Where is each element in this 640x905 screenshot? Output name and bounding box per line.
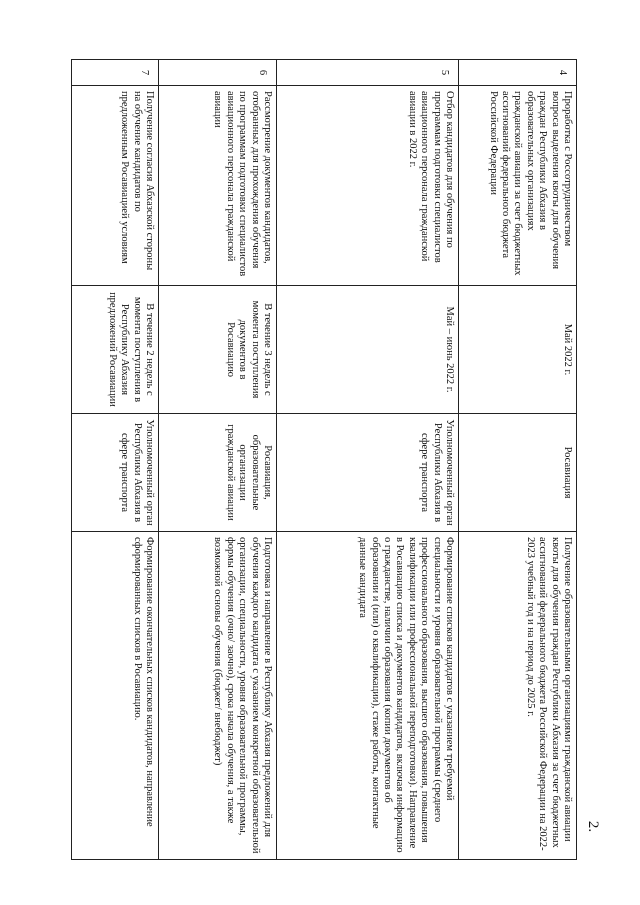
responsible-cell: Уполномоченный орган Республики Абхазия в сфере транспорта — [72, 414, 159, 532]
rotated-table-area — [72, 59, 577, 859]
result-cell: Формирование списков кандидатов с указанием требуемой специальности и уровня образовательной программы (среднего профессионального образования, высшего образования, повышения квалификации или профессиональной переподготовки). Направление в Росавиацию списка и документов кандидатов, включая информацию о гражданстве, наличии образования (копии документов об образовании и (или) о квалификации), стаже работы, контактные данные кандидата — [277, 532, 459, 860]
term-cell: В течение 3 недель с момента поступления документов в Росавиацию — [159, 286, 277, 414]
event-cell: Проработка с Россотрудничеством вопроса выделения квоты для обучения граждан Республики Абхазия в образовательных организациях гражданской авиации за счет бюджетных ассигнований федерального бюджета Российской Федерации — [459, 86, 577, 286]
responsible-cell: Уполномоченный орган Республики Абхазия в сфере транспорта — [277, 414, 459, 532]
row-number: 6 — [159, 60, 277, 86]
term-cell: В течение 2 недель с момента поступления в Республику Абхазия предложений Росавиации — [72, 286, 159, 414]
row-number: 5 — [277, 60, 459, 86]
result-cell: Подготовка и направление в Республику Абхазия предложений для обучения каждого кандидата с указанием конкретной образовательной организации, специальности, уровня образовательной программы, формы обучения (очно/ заочно), срока начала обучения, а также возможной основы обучения (бюджет/ внебюджет) — [159, 532, 277, 860]
events-table — [71, 59, 577, 860]
table-row — [159, 60, 277, 860]
row-number: 4 — [459, 60, 577, 86]
term-cell: Май 2022 г. — [459, 286, 577, 414]
term-cell: Май – июнь 2022 г. — [277, 286, 459, 414]
table-row — [277, 60, 459, 860]
rotated-table-wrapper — [72, 59, 577, 859]
row-number: 7 — [72, 60, 159, 86]
responsible-cell: Росавиация, образовательные организации гражданской авиации — [159, 414, 277, 532]
table-row — [72, 60, 159, 860]
page-number: 2. — [585, 820, 602, 833]
responsible-cell: Росавиация — [459, 414, 577, 532]
event-cell: Получение согласия Абхазской стороны на обучение кандидатов по предложенным Росавиацией условиям — [72, 86, 159, 286]
event-cell: Рассмотрение документов кандидатов, отобранных для прохождения обучения по программам подготовки специалистов авиационного персонала гражданской авиации — [159, 86, 277, 286]
result-cell: Формирование окончательных списков кандидатов, направление сформированных списков в Росавиацию. — [72, 532, 159, 860]
event-cell: Отбор кандидатов для обучения по программам подготовки специалистов авиационного персонала гражданской авиации в 2022 г. — [277, 86, 459, 286]
table-row — [459, 60, 577, 860]
result-cell: Получение образовательными организациями гражданской авиации квоты для обучения граждан Республики Абхазия за счет бюджетных ассигнований федерального бюджета Российской Федерации на 2022-2023 учебный год и на период до 2025 г. — [459, 532, 577, 860]
